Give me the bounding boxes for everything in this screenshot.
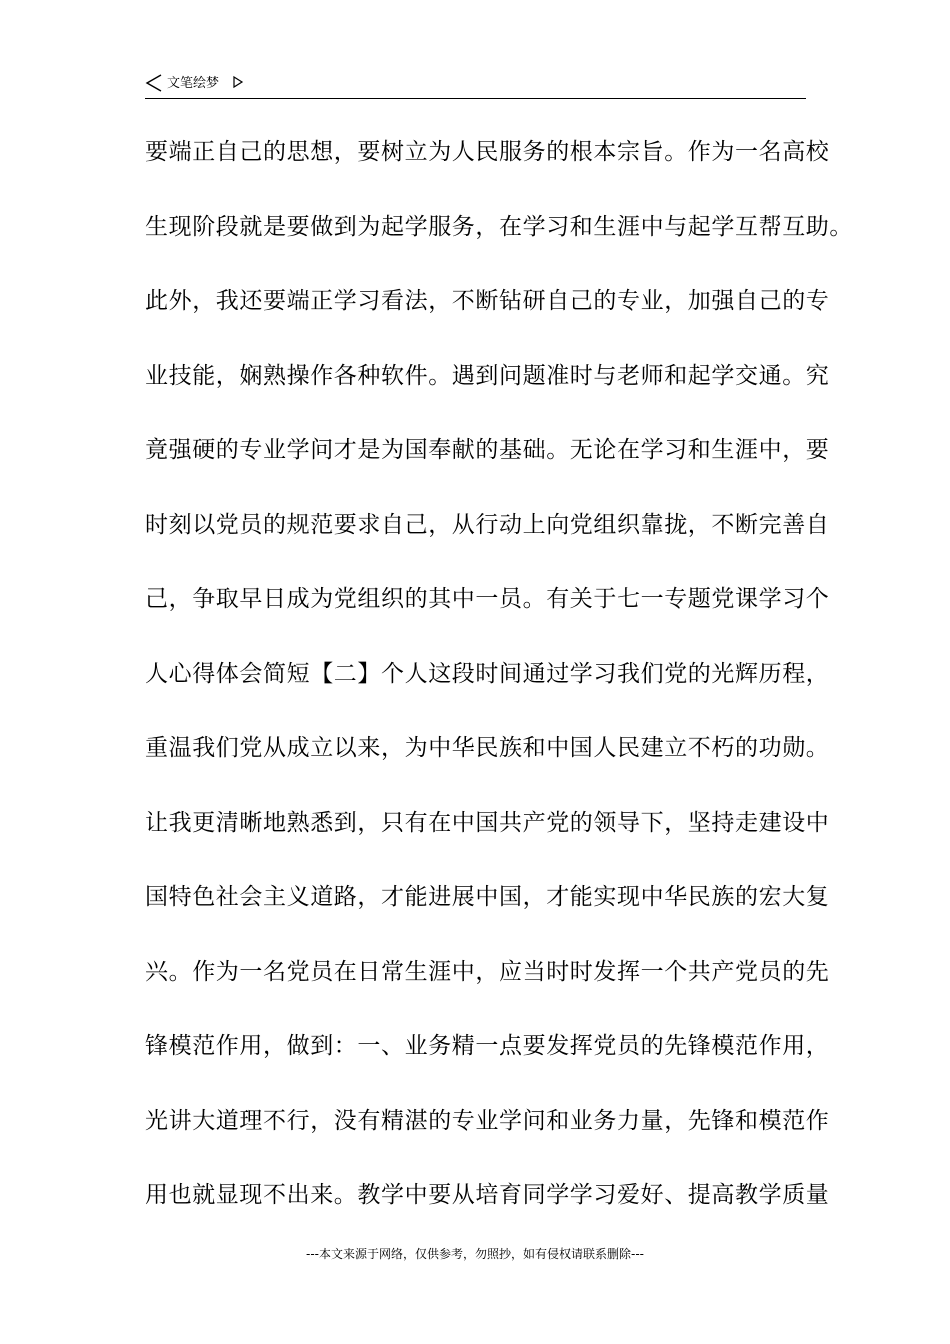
body-line: 己，争取早日成为党组织的其中一员。有关于七一专题党课学习个	[145, 586, 830, 612]
body-line: 此外，我还要端正学习看法，不断钻研自己的专业，加强自己的专	[145, 288, 830, 314]
body-line: 锋模范作用，做到：一、业务精一点要发挥党员的先锋模范作用，	[145, 1033, 830, 1059]
body-line: 国特色社会主义道路，才能进展中国，才能实现中华民族的宏大复	[145, 884, 830, 910]
body-line: 生现阶段就是要做到为起学服务，在学习和生涯中与起学互帮互助。	[145, 213, 853, 240]
triangle-left-icon	[145, 73, 163, 93]
body-line: 用也就显现不出来。教学中要从培育同学学习爱好、提高教学质量	[145, 1182, 830, 1208]
body-line: 人心得体会简短【二】个人这段时间通过学习我们党的光辉历程，	[145, 660, 830, 687]
body-text	[145, 128, 853, 1246]
footer-disclaimer: ---本文来源于网络，仅供参考，勿照抄，如有侵权请联系删除---	[306, 1247, 644, 1261]
body-line: 兴。作为一名党员在日常生涯中，应当时时发挥一个共产党员的先	[145, 958, 830, 985]
body-line: 竟强硬的专业学问才是为国奉献的基础。无论在学习和生涯中，要	[145, 437, 830, 463]
body-line: 业技能，娴熟操作各种软件。遇到问题准时与老师和起学交通。究	[145, 362, 830, 389]
body-line: 让我更清晰地熟悉到，只有在中国共产党的领导下，坚持走建设中	[145, 809, 830, 836]
body-line: 重温我们党从成立以来，为中华民族和中国人民建立不朽的功勋。	[145, 735, 830, 761]
body-line: 光讲大道理不行，没有精湛的专业学问和业务力量，先锋和模范作	[145, 1107, 830, 1134]
page-header	[145, 72, 806, 99]
header-title: 文笔绘梦	[167, 76, 220, 91]
body-line: 时刻以党员的规范要求自己，从行动上向党组织靠拢，不断完善自	[145, 511, 830, 538]
triangle-right-icon	[232, 75, 244, 89]
body-line: 要端正自己的思想，要树立为人民服务的根本宗旨。作为一名高校	[145, 139, 830, 165]
